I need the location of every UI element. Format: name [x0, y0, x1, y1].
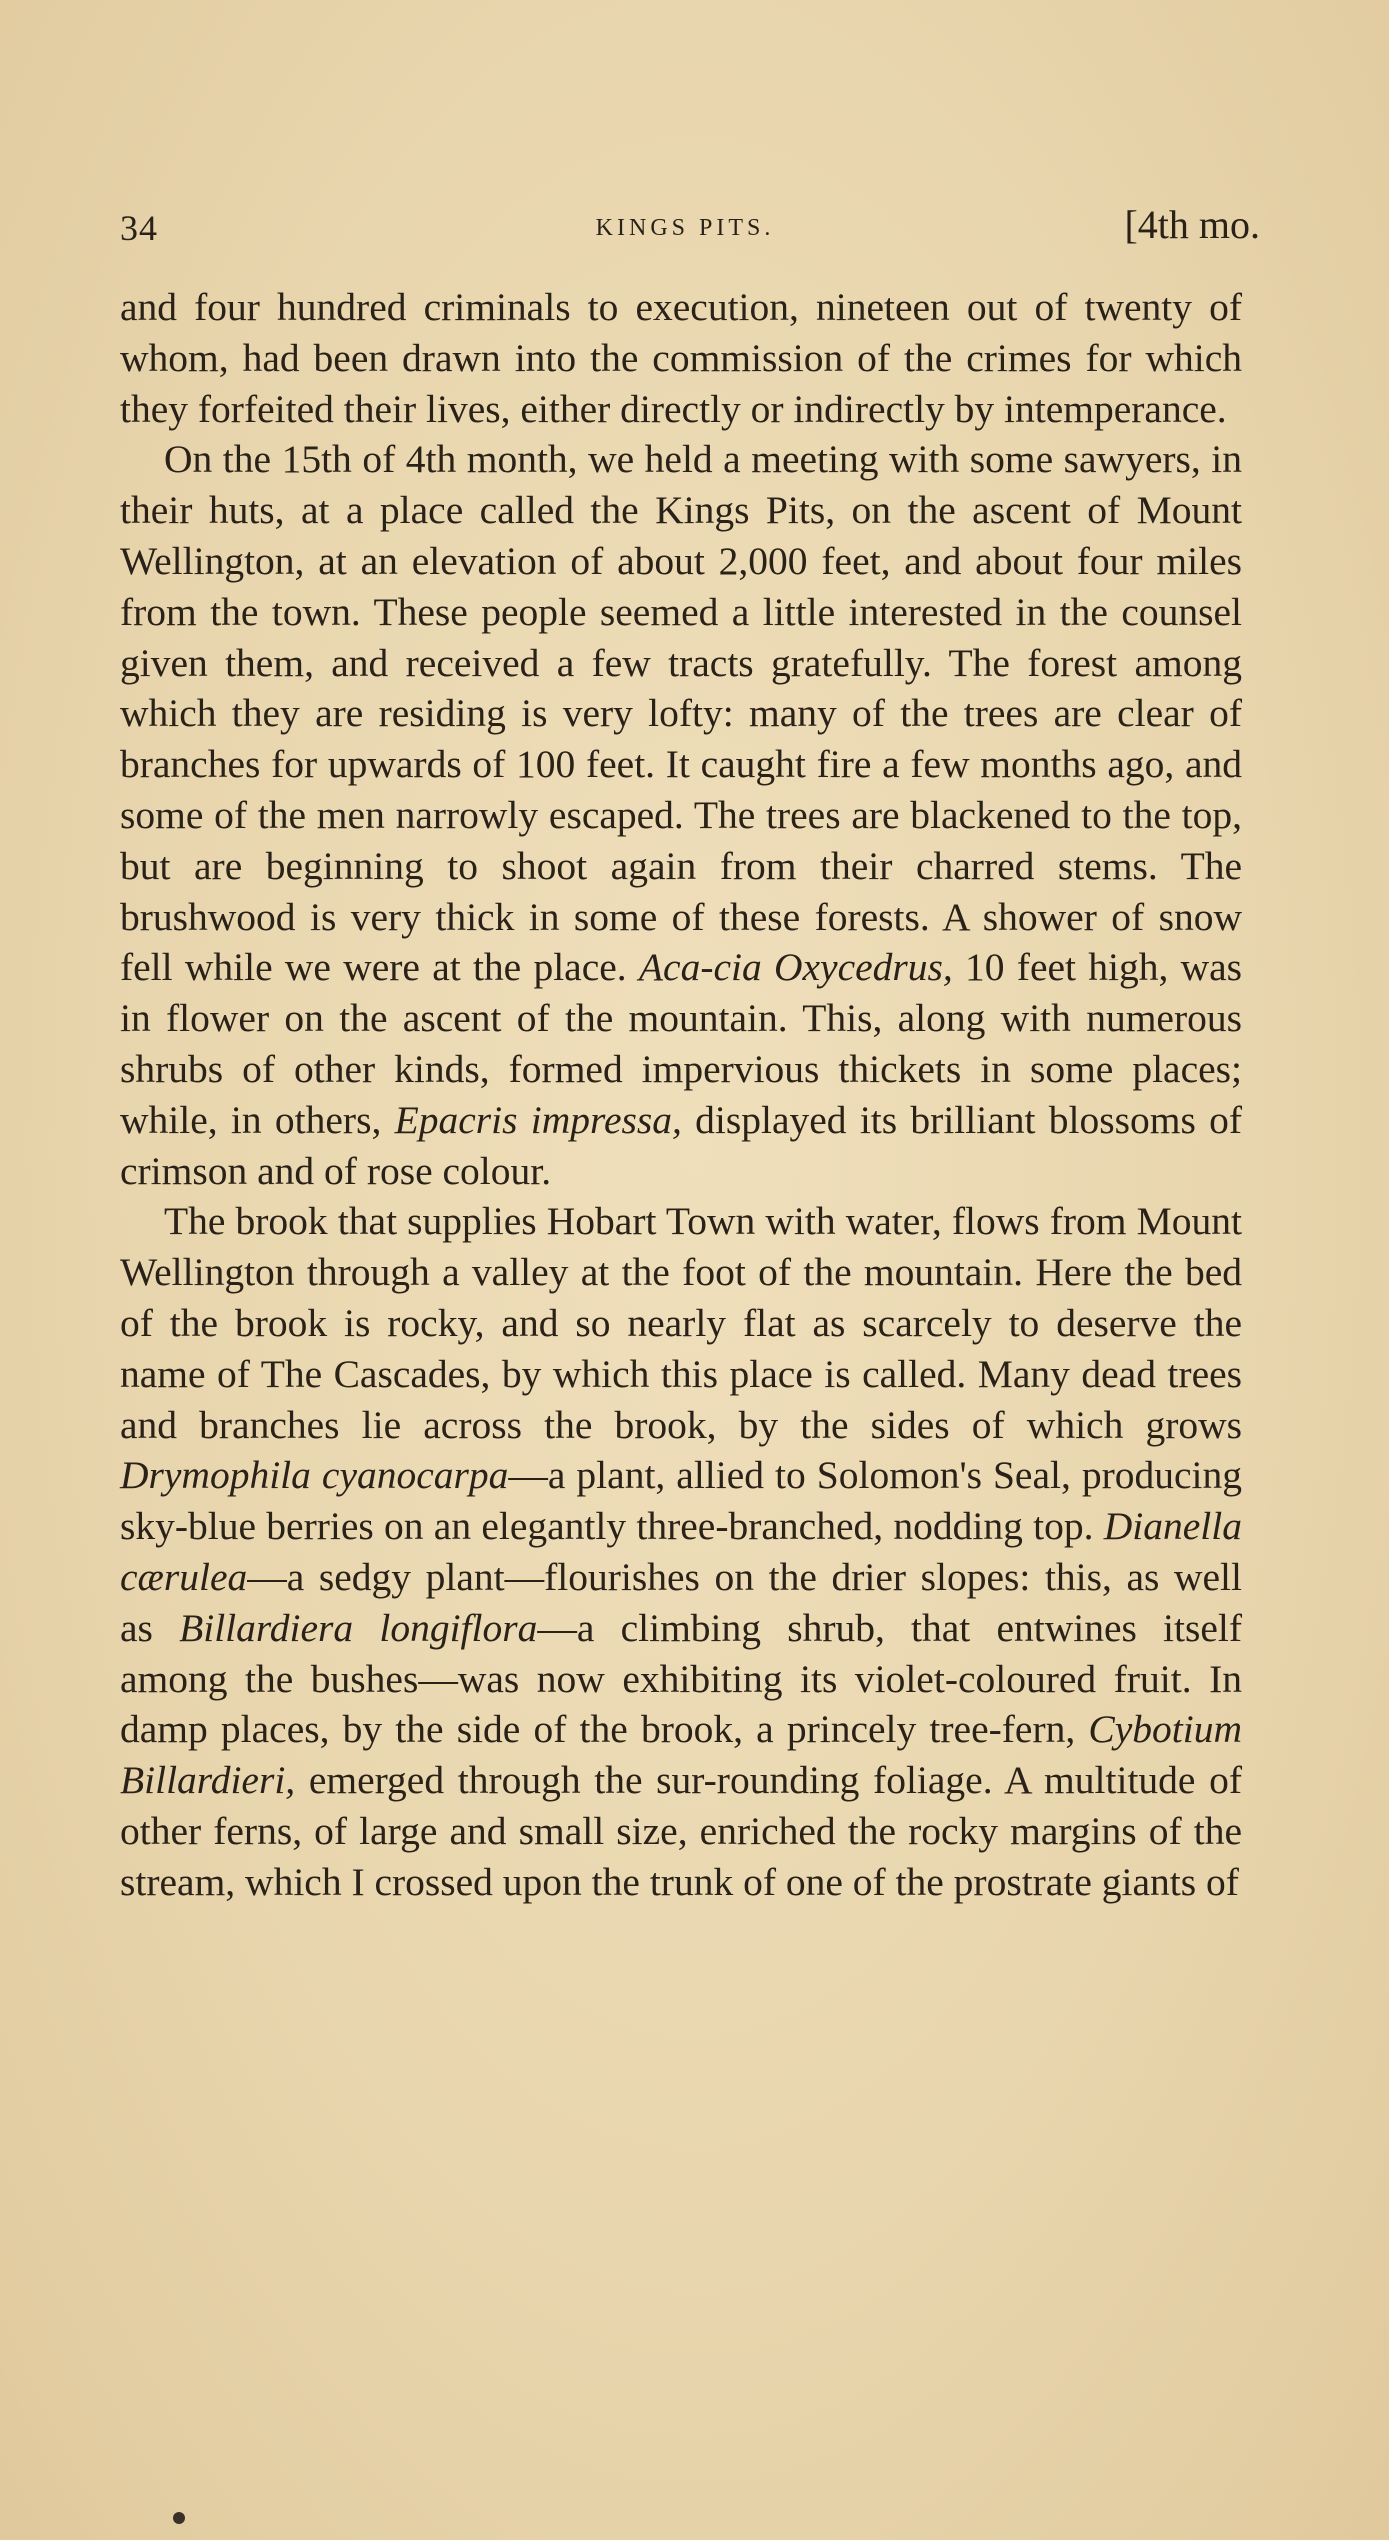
text-run: displayed its brilliant blossoms of crimson and of rose colour. — [120, 1097, 1243, 1193]
text-run: and four hundred criminals to execution, nineteen out of twenty of whom, had been drawn into the commission of the crimes for which they forfeited their lives, either directly or indirectly by intemperance. — [120, 285, 1242, 431]
text-run: —a climbing shrub, that entwines itself among the bushes—was now exhibiting its violet-coloured fruit. In damp places, by the side of the brook, a princely tree-fern, — [120, 1605, 1243, 1752]
text-run: —a plant, allied to Solomon's Seal, producing sky-blue berries on an elegantly three-branched, nodding top. — [120, 1453, 1243, 1549]
paragraph — [120, 1196, 1242, 1907]
body-text — [120, 282, 1242, 1908]
page-number: 34 — [120, 208, 158, 248]
paragraph — [120, 434, 1242, 1196]
running-title: KINGS PITS. — [595, 215, 775, 241]
text-run: On the 15th of 4th month, we held a meeting with some sawyers, in their huts, at a place called the Kings Pits, on the ascent of Mount Wellington, at an elevation of about 2,000 feet, and about four miles from the town. These people seemed a little interested in the counsel given them, and received a few tracts gratefully. The forest among which they are residing is very lofty: many of the trees are clear of branches for upwards of 100 feet. It caught fire a few months ago, and some of the men narrowly escaped. The trees are blackened to the top, but are beginning to shoot again from their charred stems. The brushwood is very thick in some of these forests. A shower of snow fell while we were at the place. — [120, 437, 1242, 990]
date-marker: [4th mo. — [1124, 202, 1260, 247]
text-run: emerged through the sur-rounding foliage. A multitude of other ferns, of large and small size, enriched the rocky margins of the stream, which I crossed upon the trunk of one of the prostrate giants of — [120, 1758, 1242, 1904]
species-name: Aca-cia Oxycedrus, — [638, 945, 953, 990]
species-name: Billardiera longiflora — [179, 1605, 538, 1650]
running-head — [120, 202, 1260, 255]
species-name: Epacris impressa, — [394, 1097, 682, 1142]
text-run: —a sedgy plant—flourishes on the drier slopes: this, as well as — [120, 1554, 1242, 1650]
paragraph — [120, 282, 1242, 434]
species-name: Cybotium Billardieri, — [120, 1707, 1242, 1803]
species-name: Drymophila cyanocarpa — [120, 1453, 509, 1498]
species-name: Dianella cærulea — [120, 1504, 1242, 1599]
ink-speck — [173, 2512, 185, 2524]
text-run: The brook that supplies Hobart Town with water, flows from Mount Wellington through a valley at the foot of the mountain. Here the bed of the brook is rocky, and so nearly flat as scarcely to deserve the name of The Cascades, by which this place is called. Many dead trees and branches lie across the brook, by the sides of which grows — [120, 1199, 1242, 1447]
text-run: 10 feet high, was in flower on the ascent of the mountain. This, along with numerous shrubs of other kinds, formed impervious thickets in some places; while, in others, — [120, 945, 1243, 1142]
